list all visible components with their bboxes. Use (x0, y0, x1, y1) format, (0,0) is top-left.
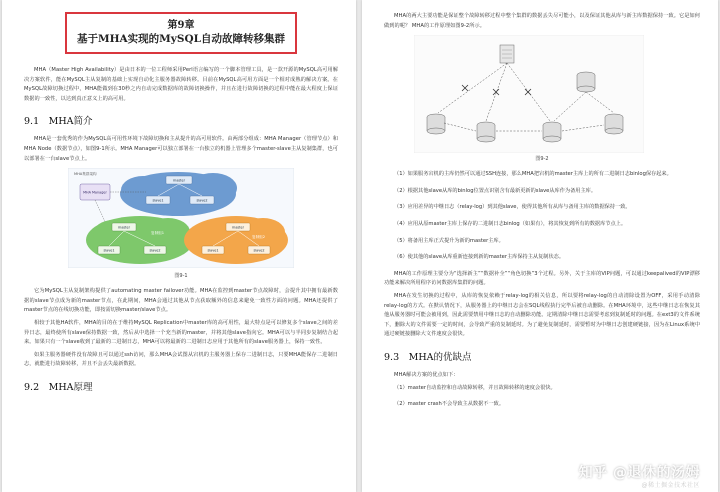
database-icon (543, 122, 561, 142)
failover-process-diagram (414, 35, 644, 153)
database-icon (577, 72, 595, 92)
server-icon (500, 45, 514, 63)
paragraph-failover: 它为MySQL主从复制架构提供了automating master failover功能。MHA在监控到master节点故障时，会提升其中拥有最新数据的slave节点成为新的master节点，在此期间，MHA会通过其他从节点获取额外的信息来避免一致性方面的问题。MHA还提供了master节点的在线切换功能，即按需切换master/slave节点。 (24, 288, 338, 314)
section-9-2-heading: 9.2 MHA原理 (24, 381, 93, 393)
mha-architecture-diagram (68, 168, 294, 268)
figure-9-1-caption: 图9-1 (174, 273, 188, 280)
figure-9-1 (68, 168, 294, 268)
figure-frame (414, 35, 644, 153)
cloud-puff (241, 218, 285, 246)
group2-slave1-label: slave1 (103, 248, 115, 253)
chapter-label: 第9章 (167, 20, 195, 31)
figure-9-2-caption: 图9-2 (535, 156, 549, 163)
group3-master-label: master (232, 225, 244, 230)
mha-manager-label: MHA Manager (83, 190, 107, 195)
group2-slave2-label: slave2 (149, 248, 161, 253)
watermark-sub: @稀土掘金技术社区 (641, 482, 700, 489)
step-item: （1）如果服务宕机的主库仍然可以通过SSH连接，那么MHA把宕机的master主库上的所有二进制日志binlog保存起来。 (394, 171, 672, 178)
left-page (2, 0, 356, 492)
step-item: （5）将备用主库正式提升为新的master主库。 (394, 237, 504, 244)
database-icon (427, 114, 445, 134)
group1-slave1-label: slave1 (152, 198, 164, 203)
section-9-1-heading: 9.1 MHA简介 (24, 116, 93, 128)
relay-log-paragraph: MHA在发生切换的过程中，从库的恢复依赖于relay-log的相关信息，所以要将relay-log的自动清除设置为OFF，采用手动清除relay-log的方式。在默认情况下，从服务器上的中继日志会在SQL线程执行完毕后被自动删除。在MHA环境中，这些中继日志在恢复其他从服务器时可能会被用到，因此需要禁用中继日志的自动删除功能。定期清除中继日志需要考虑到复制延时的问题。在ext3的文件系统下，删除大的文件需要一定的时间，会导致严重的复制延时。为了避免复制延时，需要暂时为中继日志创建硬链接，因为在Linux系统中通过硬链接删除大文件速度会很快。 (384, 292, 700, 338)
chapter-title: 基于MHA实现的MySQL自动故障转移集群 (76, 33, 286, 45)
group2-label: 复制组1 (151, 231, 165, 236)
figure-9-2 (414, 35, 644, 153)
step-item: （6）使其他的slave从库重新连接到新的master主库保持主从复制状态。 (394, 254, 565, 261)
paragraph-comparison: 相较于其他HA软件，MHA的目的在于维持MySQL Replication中master库的高可用性，最大特点是可以修复多个slave之间的差异日志，最终使所有slave保持数据一致，然后从中选择一个充当新的master，并将其他slave指向它。MHA可以与半同步复制结合起来。如果只有一个slave收到了最新的二进制日志，MHA可以将最新的二进制日志应用于其他所有的slave服务器上，保持一致性。 (24, 319, 338, 346)
database-icon (605, 114, 623, 134)
pros-item: （1）master自动监控和自动故障转移，并且故障转移的速度会很快。 (394, 384, 556, 391)
group2-master-label: master (118, 225, 130, 230)
watermark-main: 知乎 @退休的汤姆 (578, 465, 700, 481)
section-9-1-paragraph: MHA是一套优秀的作为MySQL高可用性环境下故障切换和主从提升的高可用软件。由两部分组成：MHA Manager（管理节点）和MHA Node（数据节点），如图9-1所示。MHA Manager可以独立部署在一台独立的机器上管理多个master-slave主从复制集群，也可以部署在一台slave节点上。 (24, 136, 338, 162)
step-item: （2）根据其他slave从库的binlog位置点识别含有最新更新的slave从库作为备用主库。 (394, 187, 597, 194)
intro-paragraph: MHA（Master High Availability）是由日本的一位工程师采用Perl语言编写的一个脚本管理工具，是一款开源的MySQL高可用解决方案软件，能在MySQL主从复制的基础上实现自动化主服务器故障转移。目前在MySQL高可用方面是一个相对成熟的解决方案。在MySQL故障切换过程中，MHA能做到在30秒之内自动完成数据库的故障切换操作，并且在进行故障切换的过程中能在最大程度上保证数据的一致性，以达到真正意义上的高可用。 (24, 67, 338, 102)
failover-steps (384, 170, 700, 263)
group3-slave2-label: slave2 (253, 248, 265, 253)
chapter-title-box (65, 12, 297, 54)
step-item: （3）应用差异的中继日志（relay-log）到其他slave，使得其他所有从库与备用主库的数据保持一致。 (394, 204, 631, 211)
right-page (362, 0, 718, 492)
step-item: （4）应用从原master主库上保存的二进制日志binlog（如果有），将其恢复到所有的数据库节点上。 (394, 220, 627, 227)
pros-item: （2）master crash不会导致主从数据不一致。 (394, 401, 505, 408)
group3-slave1-label: slave1 (207, 248, 219, 253)
database-icon (477, 122, 495, 142)
principle-intro-paragraph: MHA的两大主要功能是保证整个故障转移过程中整个集群的数据丢失尽可能小，以及保证其他从库与新主库数据保持一致。它是如何做到的呢？ MHA的工作原理如图9-2所示。 (384, 13, 700, 29)
pros-list (384, 384, 700, 410)
pros-intro: MHA解决方案的优点如下： (394, 371, 459, 378)
group1-slave2-label: slave2 (196, 198, 208, 203)
zhihu-watermark (578, 462, 700, 489)
group3-label: 复制组2 (252, 235, 266, 240)
group1-master-label: master (173, 178, 185, 183)
paragraph-ssh: 如果主服务器硬件没有故障且可以通过ssh访问，那么MHA会试图从宕机的主服务器上保存二进制日志，只要MHA能保存二进制日志，就能进行故障转移，并且不会丢失最新数据。 (24, 351, 338, 368)
section-9-3-heading: 9.3 MHA的优缺点 (384, 351, 472, 363)
figure-title: MHA集群架构 (74, 172, 97, 177)
process-summary-paragraph: MHA的工作原理主要分为“选择新主”“数据补全”“角色切换”3个过程。另外，关于主库的VIP问题，可以通过keepalived的VIP漂移功能来解决所用程序访问数据库集群的问题。 (384, 270, 700, 287)
